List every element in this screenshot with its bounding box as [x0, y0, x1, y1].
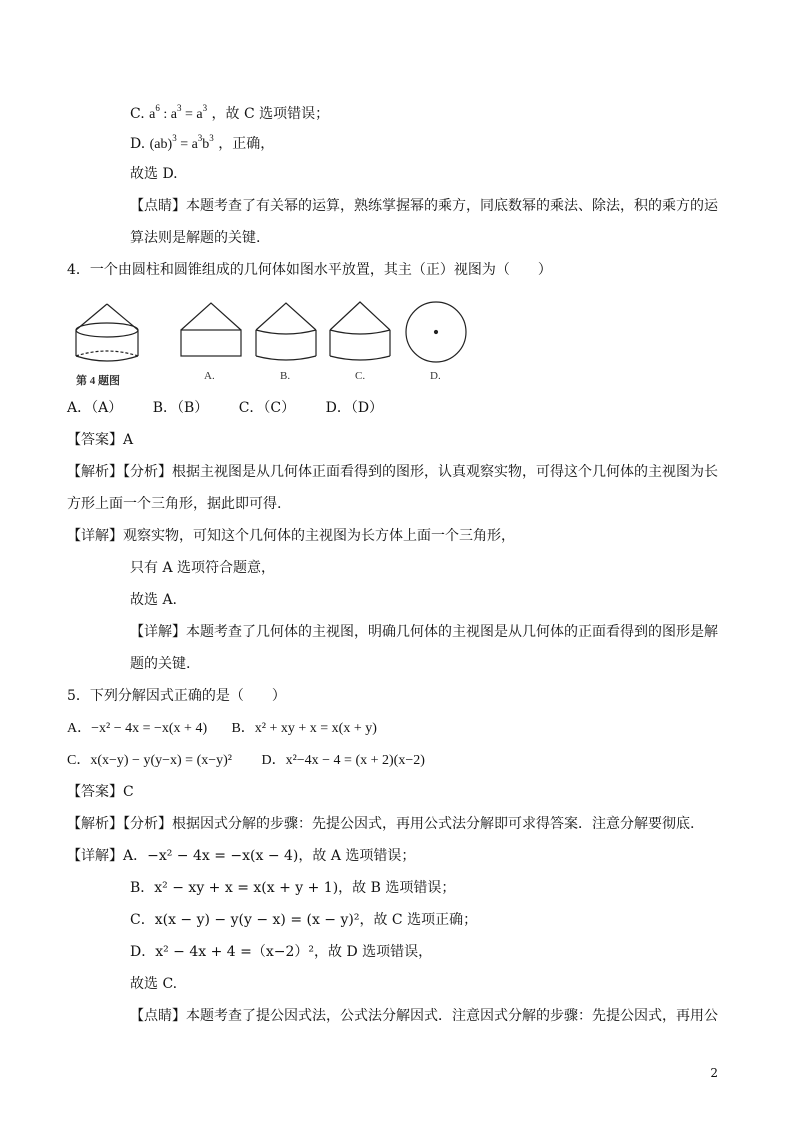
q4-detail-line2: 只有 A 选项符合题意， [130, 560, 276, 576]
q5-analysis: 【解析】【分析】根据因式分解的步骤：先提公因式，再用公式法分解即可求得答案．注意分解要彻底. [67, 816, 695, 832]
q5-detail-c: C．x(x − y) − y(y − x) = (x − y)²，故 C 选项正确； [130, 912, 478, 928]
q5-option-d: D．x²−4x − 4 = (x + 2)(x−2) [261, 753, 425, 768]
q4-fig-label-c: C. [355, 370, 366, 382]
q3-option-c-expr: $a^6$ : $a^3 = a^3$ [149, 103, 208, 122]
q4-option-a-figure [181, 303, 241, 356]
q4-option-a: A．（A） [67, 400, 123, 416]
q5-stem: 5．下列分解因式正确的是（ ） [67, 688, 286, 704]
q5-choose: 故选 C. [130, 976, 178, 992]
q5-detail-b: B．x² − xy + x = x(x + y + 1)，故 B 选项错误； [130, 880, 456, 896]
q4-analysis-line2: 方形上面一个三角形，据此即可得. [67, 496, 282, 512]
q4-option-c: C．（C） [238, 400, 296, 416]
q4-figure-caption: 第 4 题图 [76, 375, 120, 387]
q4-figure [66, 296, 486, 388]
q5-options-row2 [67, 750, 425, 771]
q4-option-b-figure [256, 303, 316, 360]
q5-answer: 【答案】C [67, 784, 134, 800]
q5-comment: 【点睛】本题考查了提公因式法，公式法分解因式．注意因式分解的步骤：先提公因式，再用公 [130, 1008, 718, 1024]
q4-option-c-figure [330, 302, 390, 360]
q4-fig-label-b: B. [280, 370, 291, 382]
q5-detail-a: 【详解】A．−x² − 4x = −x(x − 4)，故 A 选项错误； [67, 848, 416, 864]
q4-comment-line2: 题的关键. [130, 656, 191, 672]
q4-analysis-line1: 【解析】【分析】根据主视图是从几何体正面看得到的图形，认真观察实物，可得这个几何体的主视图为长 [67, 464, 718, 480]
q5-option-a: A．−x² − 4x = −x(x + 4) [67, 721, 208, 736]
q4-option-d-figure [406, 302, 466, 362]
q3-comment-line2: 算法则是解题的关键. [130, 230, 261, 246]
q4-fig-label-d: D. [430, 370, 441, 382]
q3-option-d: D. $(ab)^3 = a^3b^3$ ，正确， [130, 133, 275, 152]
q3-comment-line1: 【点睛】本题考查了有关幂的运算，熟练掌握幂的乘方，同底数幂的乘法、除法，积的乘方的运 [130, 198, 718, 214]
q4-options [67, 398, 409, 418]
q5-option-b: B．x² + xy + x = x(x + y) [231, 721, 377, 736]
q4-fig-label-a: A. [204, 370, 215, 382]
q4-stem: 4．一个由圆柱和圆锥组成的几何体如图水平放置，其主（正）视图为（ ） [67, 262, 552, 278]
page-number: 2 [710, 1066, 718, 1080]
q3-option-d-expr: $(ab)^3 = a^3b^3$ [149, 133, 214, 152]
q3-option-c: C. $a^6$ : $a^3 = a^3$ ，故 C 选项错误； [130, 103, 330, 122]
q3-choose: 故选 D. [130, 166, 178, 182]
q4-detail-line1: 【详解】观察实物，可知这个几何体的主视图为长方体上面一个三角形， [67, 528, 515, 544]
q5-detail-d: D．x² − 4x + 4 =（x−2）²，故 D 选项错误， [130, 944, 433, 960]
q4-solid-figure [76, 304, 138, 361]
q4-comment-line1: 【详解】本题考查了几何体的主视图，明确几何体的主视图是从几何体的正面看得到的图形是解 [130, 624, 718, 640]
q4-option-d: D．（D） [325, 400, 384, 416]
q5-option-c: C．x(x−y) − y(y−x) = (x−y)² [67, 753, 232, 768]
q4-option-b: B．（B） [152, 400, 209, 416]
q4-answer: 【答案】A [67, 432, 134, 448]
q5-options-row1 [67, 718, 377, 739]
q4-choose: 故选 A. [130, 592, 178, 608]
